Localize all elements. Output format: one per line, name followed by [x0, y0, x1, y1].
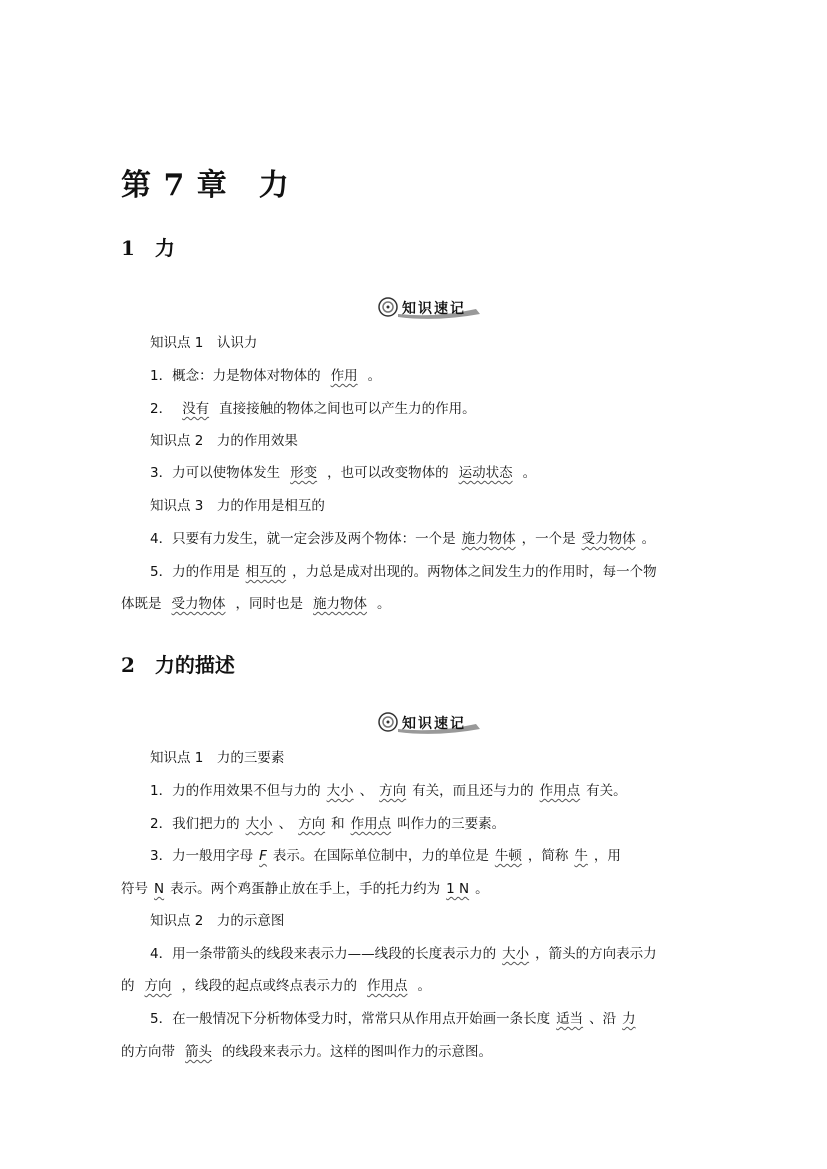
knowledge-banner-1 [376, 295, 484, 319]
answer-blank: 相互的 [245, 564, 287, 580]
answer-blank: 受力物体 [581, 531, 636, 547]
section-2-heading: 2 力的描述 [121, 653, 235, 677]
fill-line: 3．力一般用字母 F 表示。在国际单位制中，力的单位是 牛顿 ，简称 牛 ，用 [121, 845, 738, 867]
kp-heading: 知识点 1 认识力 [150, 335, 258, 351]
kp-heading: 知识点 2 力的示意图 [150, 913, 285, 929]
answer-blank: 箭头 [185, 1044, 212, 1060]
fill-line: 5．力的作用是 相互的 ，力总是成对出现的。两物体之间发生力的作用时，每一个物 [121, 561, 738, 583]
answer-blank: 方向 [379, 783, 407, 799]
answer-blank: 方向 [298, 816, 326, 832]
answer-blank: 受力物体 [171, 596, 226, 612]
kp-heading: 知识点 1 力的三要素 [150, 750, 285, 766]
answer-blank: 大小 [326, 783, 354, 799]
chapter-title: 第 7 章 力 [121, 168, 290, 203]
answer-blank: 作用点 [367, 978, 408, 994]
banner-label: 知识速记 [402, 301, 466, 317]
answer-blank: 施力物体 [313, 596, 367, 612]
answer-blank: 大小 [245, 816, 273, 832]
fill-line: 4．用一条带箭头的线段来表示力——线段的长度表示力的 大小 ，箭头的方向表示力 [121, 943, 738, 965]
fill-line: 1．概念：力是物体对物体的 作用 。 [121, 365, 738, 387]
kp-heading: 知识点 2 力的作用效果 [150, 433, 298, 449]
fill-line: 4．只要有力发生，就一定会涉及两个物体：一个是 施力物体 ，一个是 受力物体 。 [121, 528, 738, 550]
fill-line: 5．在一般情况下分析物体受力时，常常只从作用点开始画一条长度 适当 、沿 力 [121, 1008, 738, 1030]
section-1-heading: 1 力 [121, 236, 175, 260]
fill-line: 的方向带 箭头 的线段来表示力。这样的图叫作力的示意图。 [121, 1041, 709, 1063]
answer-blank: 大小 [502, 946, 530, 962]
fill-line: 体既是 受力物体 ，同时也是 施力物体 。 [121, 593, 709, 615]
answer-blank: 牛顿 [494, 848, 522, 864]
fill-line: 2．我们把力的 大小 、 方向 和 作用点 叫作力的三要素。 [121, 813, 738, 835]
fill-line: 的 方向 ，线段的起点或终点表示力的 作用点 。 [121, 975, 709, 997]
knowledge-banner-2 [376, 710, 484, 734]
answer-blank: 牛 [574, 848, 588, 864]
banner-label: 知识速记 [402, 716, 466, 732]
answer-blank: 施力物体 [461, 531, 516, 547]
fill-line: 2． 没有 直接接触的物体之间也可以产生力的作用。 [121, 398, 738, 420]
answer-blank: 力 [622, 1011, 636, 1027]
answer-blank: N [154, 881, 165, 897]
answer-blank: 作用 [330, 368, 358, 384]
answer-blank: 作用点 [350, 816, 392, 832]
answer-blank: 1 N [446, 881, 470, 897]
kp-heading: 知识点 3 力的作用是相互的 [150, 498, 325, 514]
answer-blank: 没有 [182, 401, 210, 417]
answer-blank: 运动状态 [458, 465, 513, 481]
fill-line: 1．力的作用效果不但与力的 大小 、 方向 有关，而且还与力的 作用点 有关。 [121, 780, 738, 802]
answer-blank: 形变 [290, 465, 318, 481]
fill-line: 符号 N 表示。两个鸡蛋静止放在手上，手的托力约为 1 N 。 [121, 878, 709, 900]
answer-blank: 作用点 [539, 783, 581, 799]
answer-blank: 适当 [556, 1011, 584, 1027]
answer-blank: F [259, 848, 267, 864]
fill-line: 3．力可以使物体发生 形变 ，也可以改变物体的 运动状态 。 [121, 462, 738, 484]
answer-blank: 方向 [144, 978, 172, 994]
